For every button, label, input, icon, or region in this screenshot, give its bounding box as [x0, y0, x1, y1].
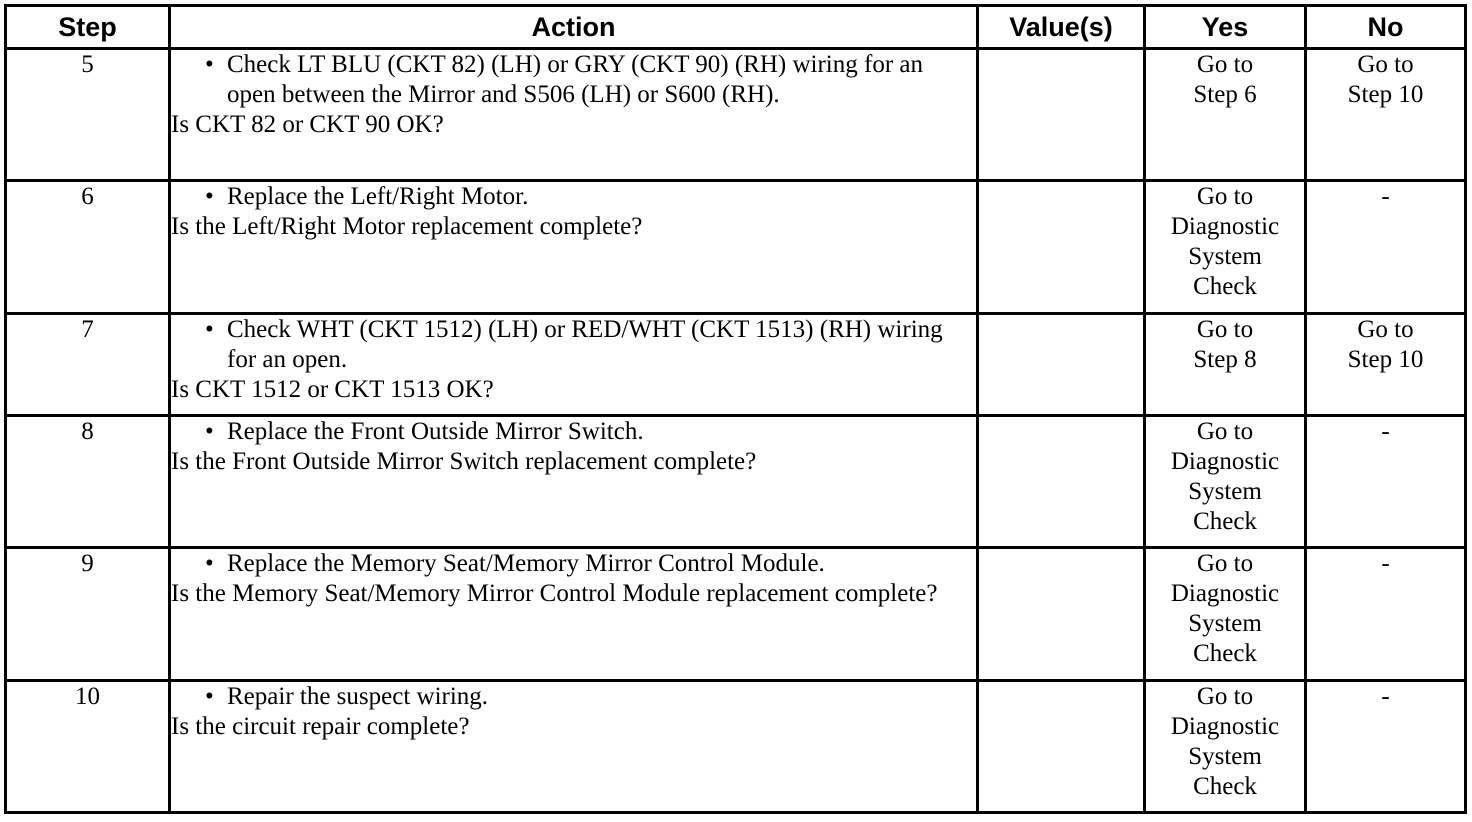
yes-cell: [1145, 680, 1306, 812]
no-cell: [1306, 49, 1466, 181]
action-cell: [170, 313, 978, 415]
header-yes: Yes: [1145, 6, 1306, 49]
bullet-icon: •: [205, 417, 214, 445]
no-cell: [1306, 548, 1466, 680]
header-action: Action: [170, 6, 978, 49]
no-cell: [1306, 181, 1466, 313]
table-row: [6, 415, 1466, 547]
table-row: [6, 313, 1466, 415]
action-cell: [170, 548, 978, 680]
action-cell: [170, 415, 978, 547]
yes-text-line: System: [1188, 477, 1262, 505]
yes-text-line: Diagnostic: [1170, 712, 1280, 740]
values-cell: [978, 548, 1145, 680]
action-question: Is the Left/Right Motor replacement complete?: [171, 213, 643, 241]
action-question: Is the Memory Seat/Memory Mirror Control Module replacement complete?: [171, 580, 938, 608]
action-bullet: [171, 50, 976, 110]
action-instruction: Check LT BLU (CKT 82) (LH) or GRY (CKT 90) (RH) wiring for an open between the Mirror and S506 (LH) or S600 (RH).: [227, 51, 923, 108]
action-cell: [170, 49, 978, 181]
yes-text-line: Check: [1193, 273, 1257, 301]
step-number: 7: [6, 313, 170, 415]
yes-cell: [1145, 181, 1306, 313]
action-bullet: [171, 417, 976, 447]
no-text-line: Step 10: [1347, 345, 1424, 373]
no-cell: [1306, 313, 1466, 415]
header-row: [6, 6, 1466, 49]
yes-cell: [1145, 49, 1306, 181]
action-instruction: Replace the Front Outside Mirror Switch.: [227, 417, 644, 445]
action-instruction: Replace the Memory Seat/Memory Mirror Control Module.: [227, 550, 825, 578]
yes-cell: [1145, 415, 1306, 547]
values-cell: [978, 313, 1145, 415]
yes-text-line: Go to: [1196, 682, 1254, 710]
step-number: 6: [6, 181, 170, 313]
no-text-line: -: [1381, 183, 1390, 211]
no-text-line: Step 10: [1347, 81, 1424, 108]
step-number: 5: [6, 49, 170, 181]
yes-cell: [1145, 313, 1306, 415]
step-number: 8: [6, 415, 170, 547]
bullet-icon: •: [205, 51, 214, 78]
bullet-icon: •: [205, 315, 214, 343]
yes-text-line: Diagnostic: [1170, 213, 1280, 241]
table-row: [6, 548, 1466, 680]
values-cell: [978, 680, 1145, 812]
table-row: [6, 181, 1466, 313]
no-text-line: -: [1381, 417, 1390, 445]
yes-text-line: Diagnostic: [1170, 580, 1280, 608]
action-instruction: Replace the Left/Right Motor.: [227, 183, 529, 211]
values-cell: [978, 415, 1145, 547]
action-question: Is the Front Outside Mirror Switch replacement complete?: [171, 447, 757, 475]
action-instruction: Repair the suspect wiring.: [227, 682, 489, 710]
no-text-line: -: [1381, 550, 1390, 578]
action-question: Is CKT 82 or CKT 90 OK?: [171, 111, 444, 138]
values-cell: [978, 181, 1145, 313]
yes-text-line: Diagnostic: [1170, 447, 1280, 475]
yes-text-line: Go to: [1196, 183, 1254, 211]
yes-text-line: System: [1188, 610, 1262, 638]
yes-text-line: Go to: [1196, 315, 1254, 343]
no-text-line: Go to: [1357, 315, 1414, 343]
step-number: 9: [6, 548, 170, 680]
action-bullet: [171, 182, 976, 212]
yes-text-line: System: [1188, 243, 1262, 271]
action-cell: [170, 680, 978, 812]
action-instruction: Check WHT (CKT 1512) (LH) or RED/WHT (CKT 1513) (RH) wiring for an open.: [227, 315, 943, 373]
yes-text-line: Check: [1193, 640, 1257, 668]
table-row: [6, 49, 1466, 181]
values-cell: [978, 49, 1145, 181]
bullet-icon: •: [205, 550, 214, 578]
action-question: Is the circuit repair complete?: [171, 712, 470, 740]
yes-text-line: Check: [1193, 507, 1257, 535]
action-question: Is CKT 1512 or CKT 1513 OK?: [171, 375, 494, 403]
action-bullet: [171, 682, 976, 712]
yes-text-line: Go to: [1196, 51, 1254, 78]
action-bullet: [171, 315, 976, 375]
header-step: Step: [6, 6, 170, 49]
yes-cell: [1145, 548, 1306, 680]
header-values: Value(s): [978, 6, 1145, 49]
yes-text-line: System: [1188, 742, 1262, 770]
yes-text-line: Step 6: [1193, 81, 1257, 108]
yes-text-line: Go to: [1196, 550, 1254, 578]
bullet-icon: •: [205, 183, 214, 211]
table-row: [6, 680, 1466, 812]
no-text-line: Go to: [1357, 51, 1414, 78]
step-number: 10: [6, 680, 170, 812]
yes-text-line: Go to: [1196, 417, 1254, 445]
yes-text-line: Check: [1193, 772, 1257, 800]
action-bullet: [171, 549, 976, 579]
no-cell: [1306, 415, 1466, 547]
action-cell: [170, 181, 978, 313]
diagnostic-table: [4, 4, 1467, 814]
no-cell: [1306, 680, 1466, 812]
header-no: No: [1306, 6, 1466, 49]
yes-text-line: Step 8: [1193, 345, 1257, 373]
bullet-icon: •: [205, 682, 214, 710]
no-text-line: -: [1381, 682, 1390, 710]
